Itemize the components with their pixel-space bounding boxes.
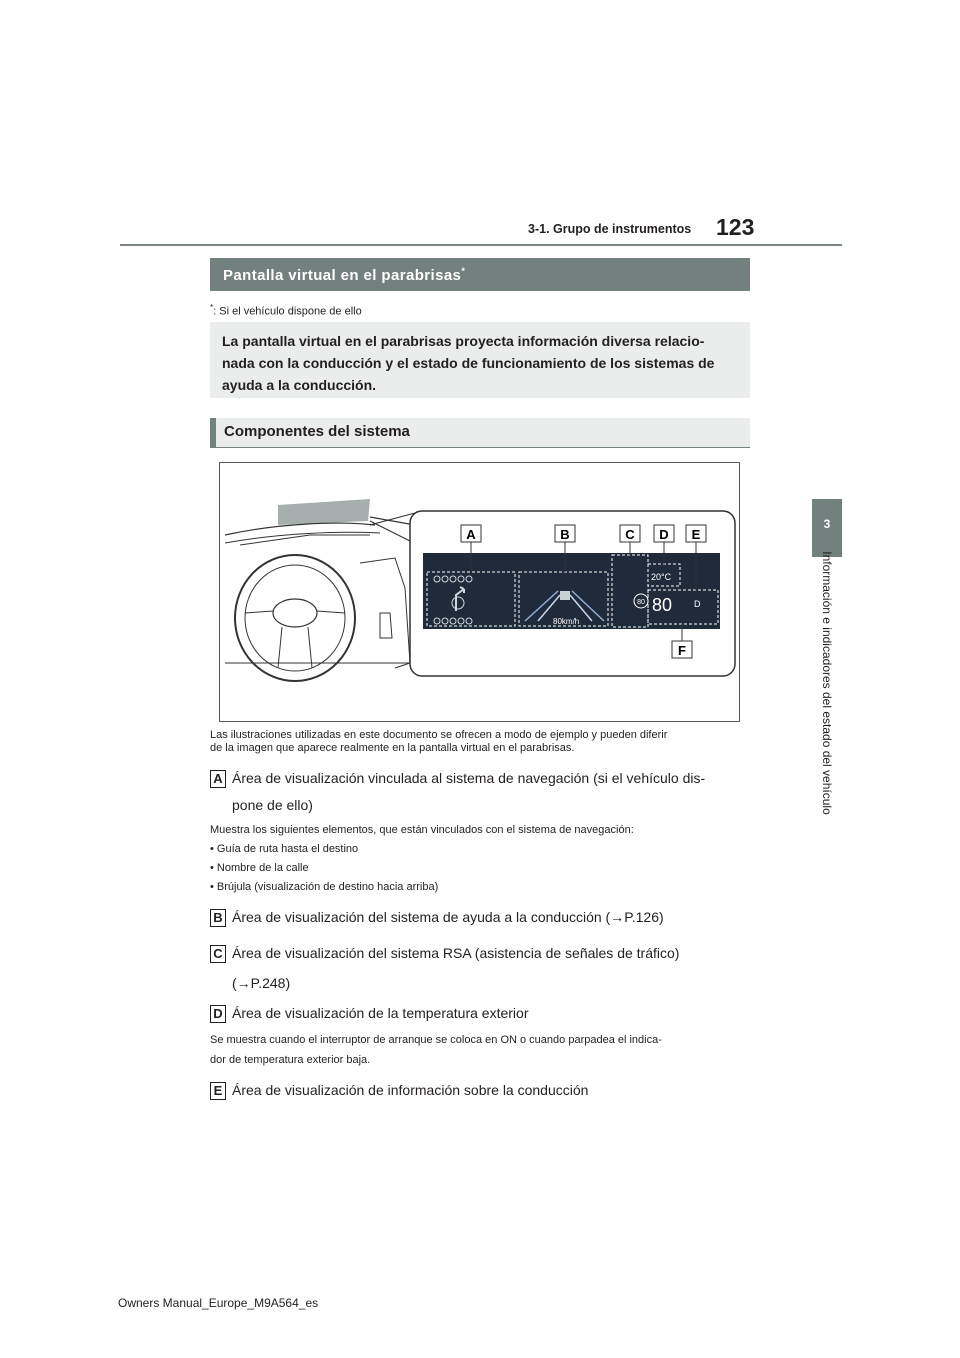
running-header: 3-1. Grupo de instrumentos — [528, 222, 692, 236]
footnote — [210, 303, 362, 318]
speed-value: 80 — [652, 595, 673, 615]
asterisk-mark: * — [461, 266, 466, 276]
chapter-number: 3 — [823, 517, 831, 531]
intro-line: ayuda a la conducción. — [222, 377, 377, 393]
figure-caption — [210, 729, 755, 755]
item-d-note-cont: dor de temperatura exterior baja. — [210, 1054, 371, 1066]
footnote-text: : Si el vehículo dispone de ello — [213, 305, 362, 318]
temperature-value: 20°C — [651, 572, 672, 582]
label-b: B — [210, 909, 226, 927]
drive-speed: 80km/h — [553, 617, 580, 626]
caption-line: Las ilustraciones utilizadas en este documento se ofrecen a modo de ejemplo y pueden diferir — [210, 729, 668, 741]
chapter-title-vertical: Información e indicadores del estado del vehículo — [820, 551, 834, 815]
footnote-asterisk: * — [210, 303, 214, 312]
car-icon — [560, 591, 570, 600]
callout-b: B — [560, 527, 570, 542]
hud-projection-patch — [278, 499, 370, 525]
item-a-text: Área de visualización vinculada al sistema de navegación (si el vehículo dis- — [232, 770, 706, 786]
hud-figure — [219, 462, 740, 722]
label-a: A — [210, 770, 226, 788]
item-d-text: Área de visualización de la temperatura exterior — [232, 1005, 529, 1021]
callout-a: A — [466, 527, 476, 542]
section-heading — [210, 258, 750, 291]
callout-e: E — [691, 527, 701, 542]
list-item: • Nombre de la calle — [210, 862, 309, 874]
list-item: • Guía de ruta hasta el destino — [210, 843, 359, 855]
footer: Owners Manual_Europe_M9A564_es — [118, 1296, 319, 1310]
item-c-text-cont: (→P.248) — [232, 975, 291, 991]
intro-line: La pantalla virtual en el parabrisas proyecta información diversa relacio- — [222, 333, 705, 349]
page-number: 123 — [716, 214, 755, 240]
list-item: • Brújula (visualización de destino hacia arriba) — [210, 881, 439, 893]
item-d-note: Se muestra cuando el interruptor de arranque se coloca en ON o cuando parpadea el indica- — [210, 1034, 662, 1046]
item-a-text-cont: pone de ello) — [232, 797, 313, 813]
speed-sign-value: 80 — [637, 599, 645, 606]
header-rule — [120, 244, 842, 246]
item-c-text: Área de visualización del sistema RSA (asistencia de señales de tráfico) — [232, 945, 680, 961]
callout-c: C — [625, 527, 635, 542]
steering-wheel-icon — [235, 555, 355, 681]
item-e-text: Área de visualización de información sobre la conducción — [232, 1082, 589, 1098]
label-c: C — [210, 945, 226, 963]
caption-line: de la imagen que aparece realmente en la pantalla virtual en el parabrisas. — [210, 742, 575, 754]
item-b-text: Área de visualización del sistema de ayuda a la conducción (→P.126) — [232, 909, 664, 925]
callout-f: F — [678, 643, 686, 658]
label-d: D — [210, 1005, 226, 1023]
item-a-note: Muestra los siguientes elementos, que están vinculados con el sistema de navegación: — [210, 824, 634, 836]
callout-d: D — [659, 527, 669, 542]
intro-line: nada con la conducción y el estado de funcionamiento de los sistemas de — [222, 355, 715, 371]
subsection-heading: Componentes del sistema — [210, 418, 750, 448]
dashboard-illustration — [220, 463, 741, 723]
section-heading-text: Pantalla virtual en el parabrisas — [223, 267, 462, 284]
label-e: E — [210, 1082, 226, 1100]
gear-value: D — [694, 599, 701, 609]
intro-box — [210, 322, 750, 398]
